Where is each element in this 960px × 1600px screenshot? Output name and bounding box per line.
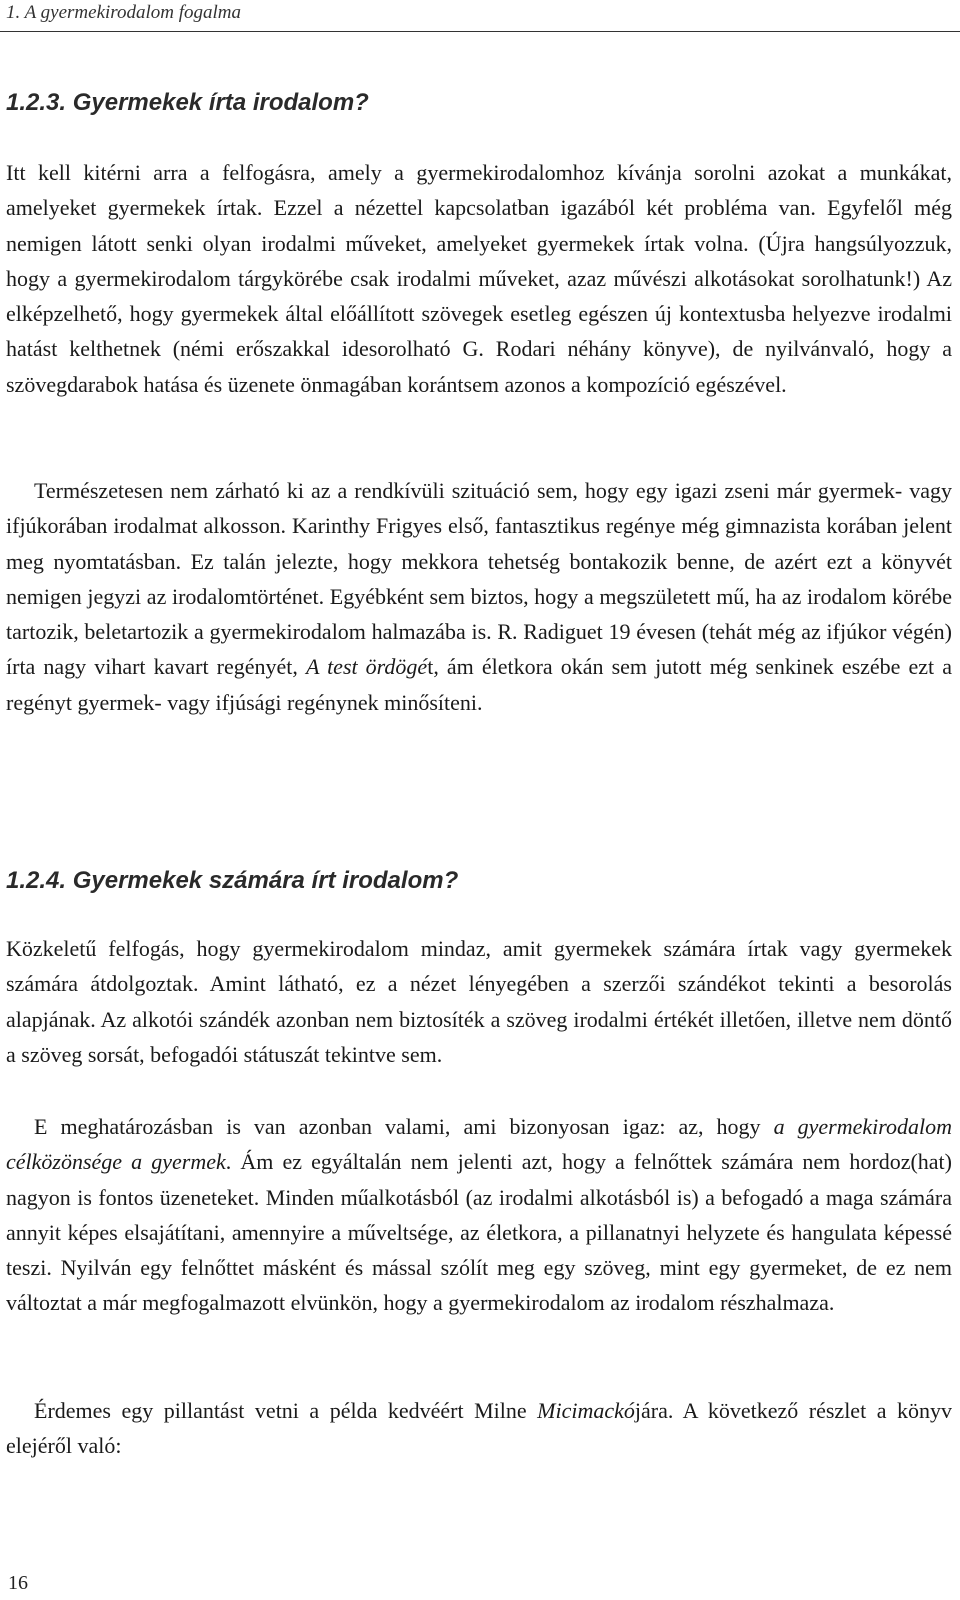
paragraph <box>6 1109 952 1321</box>
book-title-italic: A test ördögé <box>305 654 428 680</box>
paragraph <box>6 473 952 720</box>
paragraph <box>6 1393 952 1464</box>
paragraph-text: t, ám életkora okán sem jutott még senkinek eszébe ezt a regényt gyermek- vagy ifjúsági regénynek minősíteni. <box>6 654 952 715</box>
paragraph-text: E meghatározásban is van azonban valami, ami bizonyosan igaz: az, hogy <box>34 1114 774 1139</box>
section-title-1-2-3: 1.2.3. Gyermekek írta irodalom? <box>6 89 369 116</box>
section-title-1-2-4: 1.2.4. Gyermekek számára írt irodalom? <box>6 867 459 894</box>
book-title-italic: Micimackó <box>537 1398 635 1423</box>
paragraph-text: Érdemes egy pillantást vetni a példa kedvéért Milne <box>34 1398 538 1423</box>
paragraph: Itt kell kitérni arra a felfogásra, amely a gyermekirodalomhoz kívánja sorolni azokat a munkákat, amelyeket gyermekek írtak. Ezzel a nézettel kapcsolatban igazából két probléma van. Egyfelől még nemigen látott senki olyan irodalmi műveket, amelyeket gyermekek írtak volna. (Újra hangsúlyozzuk, hogy a gyermekirodalom tárgykörébe csak irodalmi műveket, azaz művészi alkotásokat sorolhatunk!) Az elképzelhető, hogy gyermekek által előállított szövegek esetleg egészen új kontextusba helyezve irodalmi hatást kelthetnek (némi erőszakkal idesorolható G. Rodari néhány könyve), de nyilvánvaló, hogy a szövegdarabok hatása és üzenete önmagában korántsem azonos a kompozíció egészével. <box>6 160 952 397</box>
paragraph-text: jára. A következő részlet a könyv elejéről való: <box>6 1398 952 1459</box>
page-number: 16 <box>8 1572 28 1594</box>
paragraph-text: Természetesen nem zárható ki az a rendkívüli szituáció sem, hogy egy igazi zseni már gyermek- vagy ifjúkorában irodalmat alkosson. Karinthy Frigyes első, fantasztikus regénye még gimnazista korában jelent meg nyomtatásban. Ez talán jelezte, hogy mekkora tehetség bontakozik benne, de azért ezt a könyvét nemigen jegyzi az irodalomtörténet. Egyébként sem biztos, hogy a megszületett mű, ha az irodalom körébe tartozik, beletartozik a gyermekirodalom halmazába is. R. Radiguet 19 évesen (tehát még az ifjúkor végén) írta nagy vihart kavart regényét, <box>6 478 952 680</box>
paragraph-text: . Ám ez egyáltalán nem jelenti azt, hogy a felnőttek számára nem hordoz(hat) nagyon is fontos üzeneteket. Minden műalkotásból (az irodalmi alkotásból is) a befogadó a maga számára annyit képes elsajátítani, amennyire a műveltsége, az életkora, a pillanatnyi helyzete és hangulata képessé teszi. Nyilván egy felnőttet másként és mással szólít meg egy szöveg, mint egy gyermeket, de ez nem változtat a már megfogalmazott elvünkön, hogy a gyermekirodalom az irodalom részhalmaza. <box>6 1149 952 1316</box>
emphasis-italic: a gyermekirodalom célközönsége a gyermek <box>6 1114 952 1175</box>
running-header: 1. A gyermekirodalom fogalma <box>0 0 960 32</box>
paragraph: Közkeletű felfogás, hogy gyermekirodalom mindaz, amit gyermekek számára írtak vagy gyermekek számára átdolgoztak. Amint látható, ez a nézet lényegében a szerzői szándékot tekinti a besorolás alapjának. Az alkotói szándék azonban nem biztosíték a szöveg irodalmi értékét illetően, illetve nem döntő a szöveg sorsát, befogadói státuszát tekintve sem. <box>6 936 952 1067</box>
